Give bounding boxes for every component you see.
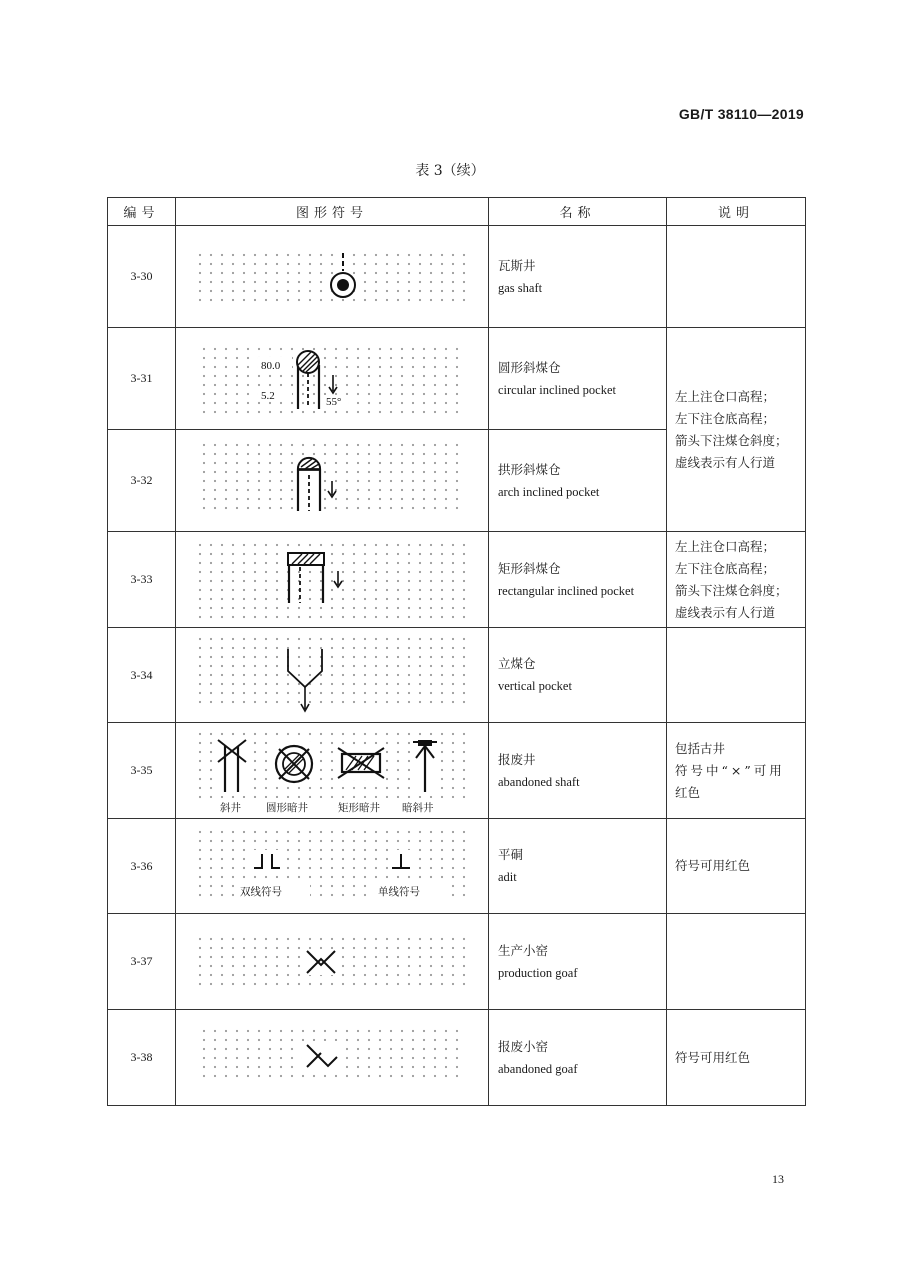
table-row: [108, 723, 806, 819]
name-zh: 报废小窑: [498, 1038, 549, 1054]
row-code: 3-31: [108, 328, 176, 430]
dot-grid-background: [199, 543, 465, 617]
symbol-cell: [176, 532, 489, 628]
col-header-name: 名称: [489, 198, 667, 226]
name-zh: 报废井: [498, 751, 536, 767]
row-name: [489, 914, 667, 1010]
row-note: [667, 226, 806, 328]
label-single-line: 单线符号: [378, 885, 420, 898]
page-number: 13: [772, 1172, 784, 1186]
note-line: 左下注仓底高程；: [675, 560, 776, 576]
note-line: 左上注仓口高程；: [675, 388, 776, 404]
name-zh: 瓦斯井: [498, 257, 536, 273]
rectangular-inclined-pocket-symbol: [176, 533, 488, 627]
row-note-merged: [667, 328, 806, 532]
name-en: gas shaft: [498, 280, 543, 295]
label-inclined-shaft: 斜井: [220, 801, 241, 814]
label-rectangular-blind-shaft: 矩形暗井: [338, 801, 380, 814]
dot-grid-background: [203, 443, 458, 508]
row-name: [489, 328, 667, 430]
symbol-cell: [176, 914, 489, 1010]
row-code: 3-30: [108, 226, 176, 328]
name-zh: 圆形斜煤仓: [498, 359, 561, 375]
table-row: [108, 532, 806, 628]
dot-grid-background: [199, 637, 465, 702]
vertical-pocket-symbol: [176, 629, 488, 722]
name-en: production goaf: [498, 965, 578, 980]
note-line: 箭头下注煤仓斜度；: [675, 582, 788, 598]
row-code: 3-38: [108, 1010, 176, 1106]
row-name: [489, 628, 667, 723]
row-code: 3-35: [108, 723, 176, 819]
adit-single-line-icon: [388, 850, 414, 872]
name-zh: 立煤仓: [498, 656, 536, 671]
symbol-cell: [176, 819, 489, 914]
note-line: 箭头下注煤仓斜度；: [675, 432, 788, 448]
gas-shaft-symbol: [176, 227, 488, 327]
row-code: 3-33: [108, 532, 176, 628]
table-row: [108, 1010, 806, 1106]
row-note: [667, 628, 806, 723]
note-line: 左上注仓口高程；: [675, 538, 776, 554]
table-header-row: [108, 198, 806, 226]
name-en: rectangular inclined pocket: [498, 583, 635, 598]
row-name: [489, 1010, 667, 1106]
name-en: adit: [498, 870, 517, 884]
name-en: vertical pocket: [498, 679, 572, 693]
label-circular-blind-shaft: 圆形暗井: [266, 801, 308, 814]
elevation-top-label: 80.0: [261, 359, 281, 372]
label-blind-inclined-shaft: 暗斜井: [402, 801, 434, 814]
table-row: [108, 328, 806, 430]
abandoned-goaf-symbol: [176, 1011, 488, 1105]
name-zh: 拱形斜煤仓: [498, 461, 561, 477]
symbol-table: [107, 197, 806, 1106]
note-line: 符号可用红色: [675, 1049, 751, 1065]
symbol-cell: [176, 430, 489, 532]
symbol-cell: [176, 723, 489, 819]
note-line: 包括古井: [675, 740, 726, 756]
production-goaf-symbol: [176, 915, 488, 1009]
note-line: 符号可用红色: [675, 858, 751, 873]
note-line: 左下注仓底高程；: [675, 410, 776, 426]
elevation-bottom-label: 5.2: [261, 389, 275, 402]
note-line: 符号中“×”可用: [675, 762, 785, 778]
rectangular-blind-shaft-abandoned-icon: [336, 746, 386, 780]
note-line: 虚线表示有人行道: [675, 454, 776, 470]
name-en: arch inclined pocket: [498, 484, 600, 499]
row-code: 3-36: [108, 819, 176, 914]
name-zh: 生产小窑: [498, 942, 549, 958]
table-row: [108, 819, 806, 914]
symbol-cell: [176, 628, 489, 723]
col-header-code: 编号: [108, 198, 176, 226]
adit-double-line-icon: [250, 850, 286, 872]
standard-number: GB/T 38110—2019: [678, 106, 804, 122]
name-zh: 矩形斜煤仓: [498, 560, 561, 576]
row-note: [667, 723, 806, 819]
dot-grid-background: [199, 253, 465, 300]
note-line: 红色: [675, 784, 701, 800]
name-zh: 平硐: [498, 847, 524, 862]
name-en: abandoned shaft: [498, 774, 580, 789]
table-caption: 表 3（续）: [415, 163, 485, 179]
row-name: [489, 819, 667, 914]
table-row: [108, 628, 806, 723]
abandoned-shaft-symbols: [176, 724, 488, 818]
slope-angle-label: 55°: [326, 395, 342, 408]
row-code: 3-37: [108, 914, 176, 1010]
row-name: [489, 532, 667, 628]
row-name: [489, 430, 667, 532]
row-name: [489, 723, 667, 819]
note-line: 虚线表示有人行道: [675, 604, 776, 620]
row-code: 3-32: [108, 430, 176, 532]
symbol-cell: [176, 226, 489, 328]
blind-inclined-shaft-abandoned-icon: [410, 738, 440, 796]
table-row: [108, 226, 806, 328]
row-note: [667, 532, 806, 628]
name-en: circular inclined pocket: [498, 382, 616, 397]
inclined-shaft-abandoned-icon: [214, 740, 250, 796]
label-double-line: 双线符号: [240, 885, 282, 898]
row-note: [667, 914, 806, 1010]
symbol-cell: [176, 328, 489, 430]
arch-inclined-pocket-symbol: [176, 431, 488, 531]
row-name: [489, 226, 667, 328]
symbol-cell: [176, 1010, 489, 1106]
row-note: [667, 819, 806, 914]
col-header-note: 说明: [667, 198, 806, 226]
table-row: [108, 914, 806, 1010]
circular-inclined-pocket-symbol: [176, 329, 488, 429]
adit-symbols: [176, 820, 488, 913]
row-code: 3-34: [108, 628, 176, 723]
col-header-symbol: 图形符号: [176, 198, 489, 226]
circular-blind-shaft-abandoned-icon: [272, 742, 316, 786]
name-en: abandoned goaf: [498, 1061, 578, 1076]
row-note: [667, 1010, 806, 1106]
